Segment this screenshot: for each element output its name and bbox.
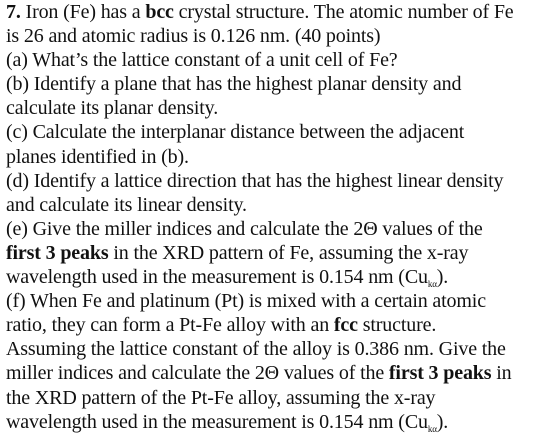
text-segment: ). [436,410,449,433]
text-segment: miller indices and calculate the 2Θ values of the [6,362,389,385]
text-segment: (d) Identify a lattice direction that has the highest linear density [6,169,504,192]
text-segment: in [491,362,512,385]
text-segment: (b) Identify a plane that has the highest planar density and [6,73,462,96]
text-line [6,386,540,410]
text-segment: crystal structure. The atomic number of Fe [173,1,514,23]
text-segment: (c) Calculate the interplanar distance between the adjacent [6,121,465,144]
text-segment: ). [436,266,449,289]
bold-text: fcc [333,314,358,337]
text-line [6,120,540,144]
text-segment: (e) Give the miller indices and calculate the 2Θ values of the [6,217,483,240]
text-line [6,96,540,120]
bold-text: first 3 peaks [6,241,109,264]
question-text-block [6,0,540,434]
text-line [6,337,540,361]
text-segment: in the XRD pattern of Fe, assuming the x-ray [108,241,469,264]
text-line [6,241,540,265]
text-line [6,72,540,96]
text-segment: planes identified in (b). [6,145,189,168]
text-segment: and calculate its linear density. [6,193,247,216]
text-line [6,24,540,48]
text-line [6,361,540,385]
text-line [6,145,540,169]
text-line [6,410,540,434]
text-segment: (a) What’s the lattice constant of a unit cell of Fe? [6,49,398,72]
text-line [6,217,540,241]
text-segment: is 26 and atomic radius is 0.126 nm. (40 points) [6,25,381,48]
text-line [6,265,540,289]
text-segment: the XRD pattern of the Pt-Fe alloy, assuming the x-ray [6,386,436,409]
text-segment: Assuming the lattice constant of the alloy is 0.386 nm. Give the [6,338,506,361]
text-line [6,169,540,193]
text-line [6,313,540,337]
bold-text: bcc [145,1,174,23]
text-line [6,48,540,72]
text-segment: wavelength used in the measurement is 0.154 nm (Cu [6,266,428,289]
text-line [6,289,540,313]
text-segment: (f) When Fe and platinum (Pt) is mixed with a certain atomic [6,290,486,313]
text-segment: structure. [357,314,437,337]
text-line [6,0,540,24]
text-segment: Iron (Fe) has a [20,1,146,23]
bold-text: 7. [6,1,21,23]
text-segment: calculate its planar density. [6,97,219,120]
bold-text: first 3 peaks [388,362,492,385]
text-segment: wavelength used in the measurement is 0.154 nm (Cu [6,410,428,433]
subscript-text: kα [427,279,437,290]
text-line [6,193,540,217]
text-segment: ratio, they can form a Pt-Fe alloy with an [6,314,334,337]
subscript-text: kα [427,423,437,434]
